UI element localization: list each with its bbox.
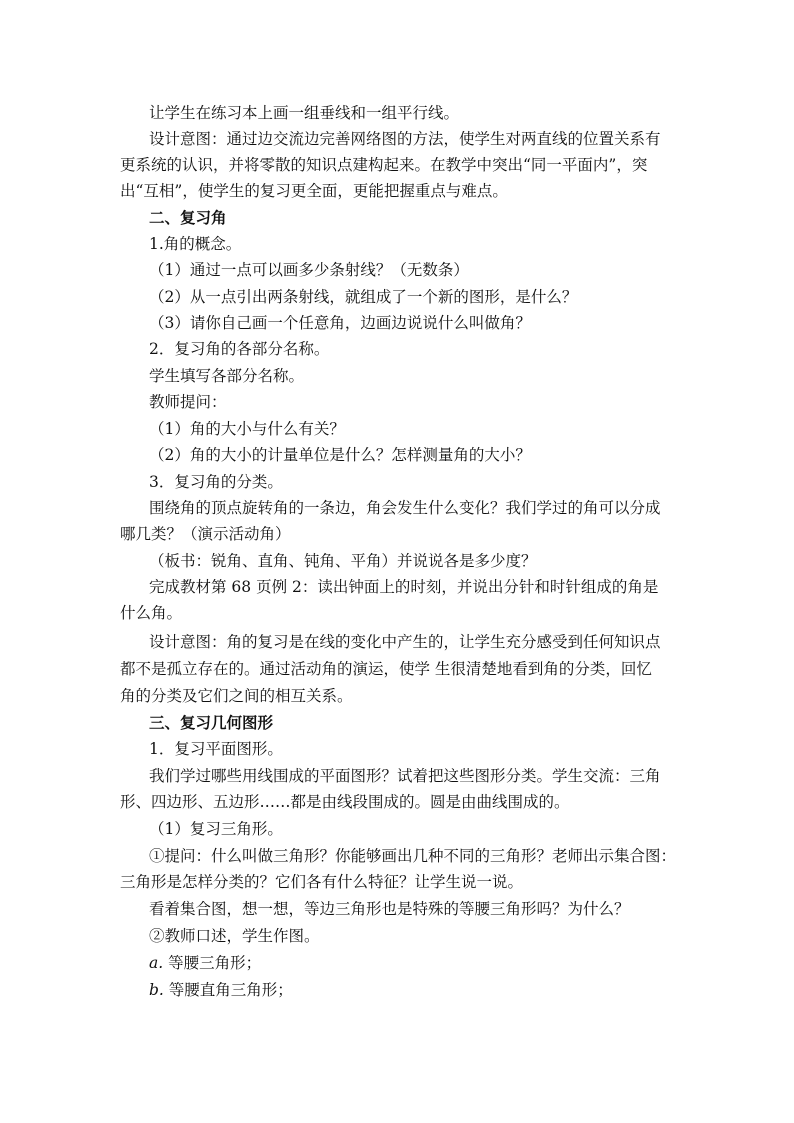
paragraph-line: 围绕角的顶点旋转角的一条边，角会发生什么变化？我们学过的角可以分成 (149, 499, 661, 517)
subheading: 3．复习角的分类。 (149, 473, 283, 491)
paragraph-line: 让学生在练习本上画一组垂线和一组平行线。 (149, 104, 460, 122)
paragraph-line: 哪几类？（演示活动角） (120, 525, 291, 543)
paragraph-line: 学生填写各部分名称。 (149, 367, 305, 385)
subheading: 1．复习平面图形。 (149, 740, 283, 758)
paragraph-line: ②教师口述，学生作图。 (149, 927, 320, 945)
paragraph-line: 教师提问： (149, 393, 227, 411)
subheading: 2．复习角的各部分名称。 (149, 340, 330, 358)
paragraph-line: 设计意图：角的复习是在线的变化中产生的，让学生充分感受到任何知识点 (149, 633, 661, 651)
paragraph-line: 形、四边形、五边形……都是由线段围成的。圆是由曲线围成的。 (120, 793, 570, 811)
question-line: （2）从一点引出两条射线，就组成了一个新的图形，是什么？ (149, 288, 578, 306)
question-line: （3）请你自己画一个任意角，边画边说说什么叫做角？ (149, 314, 531, 332)
list-item-text: 等腰直角三角形； (168, 981, 293, 999)
subheading: （1）复习三角形。 (149, 820, 283, 838)
paragraph-line: ①提问：什么叫做三角形？你能够画出几种不同的三角形？老师出示集合图： (149, 847, 677, 865)
paragraph-line: 都不是孤立存在的。通过活动角的演运，使学 生很清楚地看到角的分类，回忆 (120, 660, 652, 678)
list-item (149, 980, 293, 1000)
paragraph-line: 更系统的认识，并将零散的知识点建构起来。在教学中突出“同一平面内”，突 (120, 156, 648, 174)
paragraph-line: 看着集合图，想一想，等边三角形也是特殊的等腰三角形吗？为什么？ (149, 900, 630, 918)
paragraph-line: 角的分类及它们之间的相互关系。 (120, 687, 353, 705)
list-item-text: 等腰三角形； (168, 954, 262, 972)
paragraph-line: 我们学过哪些用线围成的平面图形？试着把这些图形分类。学生交流：三角 (149, 767, 661, 785)
section-heading: 三、复习几何图形 (149, 713, 274, 732)
question-line: （2）角的大小的计量单位是什么？怎样测量角的大小？ (149, 446, 531, 464)
list-item (149, 953, 261, 973)
section-heading: 二、复习角 (149, 208, 227, 227)
paragraph-line: 什么角。 (120, 604, 183, 622)
paragraph-line: （板书：锐角、直角、钝角、平角）并说说各是多少度？ (149, 552, 537, 570)
paragraph-line: 出“互相”，使学生的复习更全面，更能把握重点与难点。 (120, 182, 508, 200)
paragraph-line: 完成教材第 68 页例 2：读出钟面上的时刻，并说出分针和时针组成的角是 (149, 578, 659, 596)
list-marker: a. (149, 954, 164, 972)
question-line: （1）通过一点可以画多少条射线？（无数条） (149, 261, 469, 279)
subheading: 1.角的概念。 (149, 235, 242, 253)
question-line: （1）角的大小与什么有关？ (149, 420, 345, 438)
list-marker: b. (149, 981, 164, 999)
paragraph-line: 设计意图：通过边交流边完善网络图的方法，使学生对两直线的位置关系有 (149, 130, 661, 148)
paragraph-line: 三角形是怎样分类的？它们各有什么特征？让学生说一说。 (120, 873, 524, 891)
